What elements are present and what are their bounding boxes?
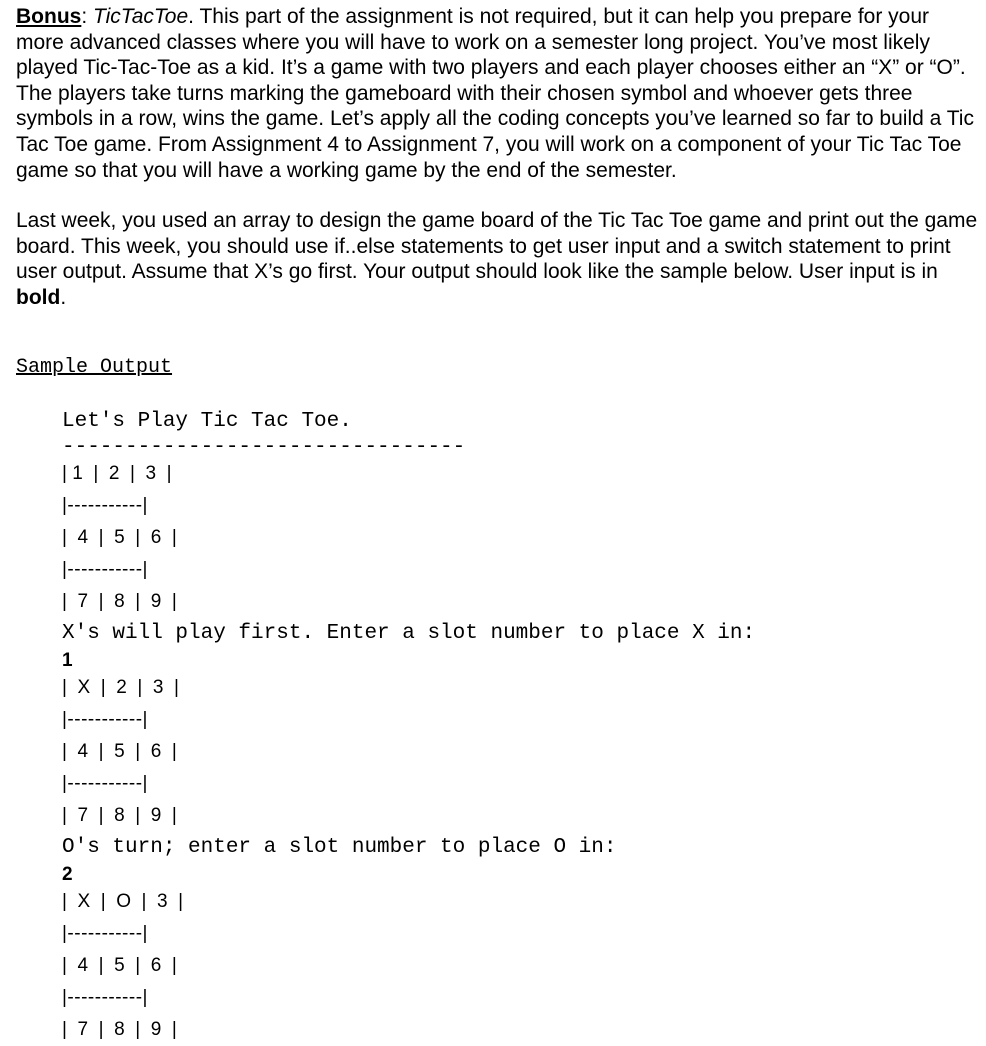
- instructions-text: Last week, you used an array to design the game board of the Tic Tac Toe game and print out the game board. This week, you should use if..else statements to get user input and a switch statement to print user output. Assume that X’s go first. Your output should look like the sample below. User input is in: [16, 209, 978, 284]
- board-initial: [62, 458, 980, 618]
- board-row: | 7 | 8 | 9 |: [62, 1018, 177, 1040]
- prompt-o: O's turn; enter a slot number to place O in:: [62, 835, 617, 859]
- instructions-end: .: [60, 285, 67, 309]
- board-separator: |-----------|: [62, 922, 148, 944]
- board-row: | 4 | 5 | 6 |: [62, 740, 177, 762]
- intro-paragraph: [16, 4, 980, 183]
- user-input-1: 1: [62, 649, 73, 671]
- intro-text: . This part of the assignment is not required, but it can help you prepare for your more advanced classes where you will have to work on a semester long project. You’ve most likely played Tic-Tac-Toe as a kid. It’s a game with two players and each player chooses either an “X” or “O”. The players take turns marking the gameboard with their chosen symbol and whoever gets three symbols in a row, wins the game. Let’s apply all the coding concepts you’ve learned so far to build a Tic Tac Toe game. From Assignment 4 to Assignment 7, you will work on a component of your Tic Tac Toe game so that you will have a working game by the end of the semester.: [16, 5, 974, 182]
- instructions-paragraph: [16, 208, 980, 310]
- board-row: | 4 | 5 | 6 |: [62, 954, 177, 976]
- board-row: | X | 2 | 3 |: [62, 676, 179, 698]
- prompt-x: X's will play first. Enter a slot number to place X in:: [62, 621, 756, 645]
- board-row: | 7 | 8 | 9 |: [62, 590, 177, 612]
- board-separator: |-----------|: [62, 494, 148, 516]
- bonus-label: Bonus: [16, 5, 82, 28]
- board-row: | 4 | 5 | 6 |: [62, 526, 177, 548]
- sample-output-label: Sample Output: [16, 355, 173, 379]
- board-after-x: [62, 672, 980, 832]
- console-heading: Let's Play Tic Tac Toe.: [62, 409, 352, 433]
- sample-console: [62, 406, 980, 1046]
- board-separator: |-----------|: [62, 986, 148, 1008]
- board-after-o: [62, 886, 980, 1046]
- bonus-colon: :: [81, 5, 93, 28]
- console-separator: --------------------------------: [62, 435, 466, 459]
- board-row: | 7 | 8 | 9 |: [62, 804, 177, 826]
- board-separator: |-----------|: [62, 772, 148, 794]
- board-row: | 1 | 2 | 3 |: [62, 462, 172, 484]
- bold-word: bold: [16, 285, 61, 309]
- board-separator: |-----------|: [62, 558, 148, 580]
- board-separator: |-----------|: [62, 708, 148, 730]
- game-title: TicTacToe: [93, 5, 189, 28]
- board-row: | X | O | 3 |: [62, 890, 184, 912]
- user-input-2: 2: [62, 863, 73, 885]
- assignment-page: [16, 4, 980, 1046]
